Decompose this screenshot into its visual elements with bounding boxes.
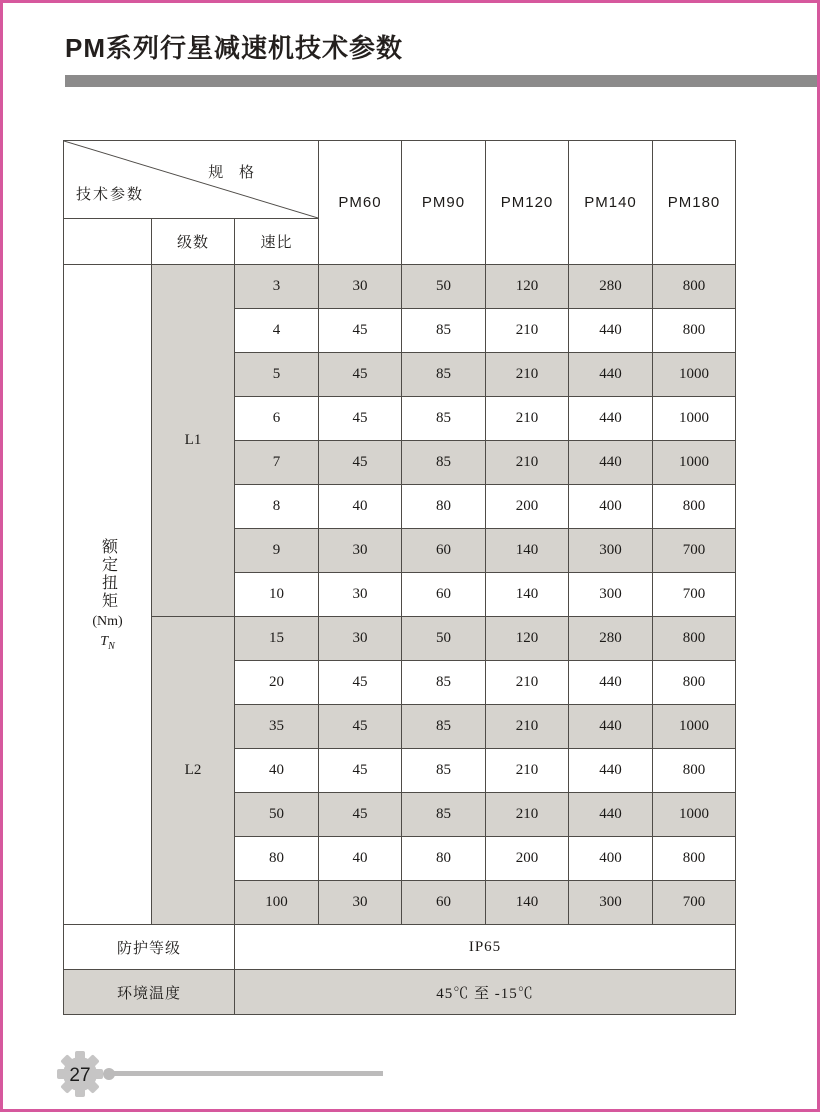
gear-icon xyxy=(57,1051,103,1097)
value-cell: 80 xyxy=(402,837,486,881)
value-cell: 210 xyxy=(486,793,569,837)
stage-cell-L2: L2 xyxy=(152,617,235,925)
value-cell: 1000 xyxy=(653,397,736,441)
value-cell: 85 xyxy=(402,661,486,705)
value-cell: 700 xyxy=(653,529,736,573)
value-cell: 85 xyxy=(402,441,486,485)
value-cell: 40 xyxy=(319,485,402,529)
value-cell: 45 xyxy=(319,661,402,705)
value-cell: 140 xyxy=(486,881,569,925)
footer-row-label: 防护等级 xyxy=(64,925,235,970)
ratio-cell: 9 xyxy=(235,529,319,573)
ratio-cell: 7 xyxy=(235,441,319,485)
rated-torque-symbol: $T_N$ xyxy=(100,633,115,652)
value-cell: 1000 xyxy=(653,353,736,397)
value-cell: 50 xyxy=(402,265,486,309)
rated-torque-unit: (Nm) xyxy=(92,613,123,629)
rated-torque-label xyxy=(64,265,152,925)
value-cell: 440 xyxy=(569,353,653,397)
value-cell: 50 xyxy=(402,617,486,661)
value-cell: 440 xyxy=(569,749,653,793)
value-cell: 80 xyxy=(402,485,486,529)
value-cell: 280 xyxy=(569,265,653,309)
ratio-cell: 100 xyxy=(235,881,319,925)
corner-label-params: 技术参数 xyxy=(76,187,145,203)
value-cell: 45 xyxy=(319,749,402,793)
table-row xyxy=(64,617,736,661)
value-cell: 300 xyxy=(569,529,653,573)
spec-column-header-pm90: PM90 xyxy=(402,141,486,265)
value-cell: 210 xyxy=(486,309,569,353)
ratio-cell: 4 xyxy=(235,309,319,353)
value-cell: 700 xyxy=(653,881,736,925)
value-cell: 210 xyxy=(486,749,569,793)
value-cell: 85 xyxy=(402,793,486,837)
value-cell: 30 xyxy=(319,617,402,661)
value-cell: 85 xyxy=(402,309,486,353)
spec-table xyxy=(63,140,736,1015)
value-cell: 120 xyxy=(486,265,569,309)
page-number: 27 xyxy=(69,1065,91,1086)
value-cell: 1000 xyxy=(653,793,736,837)
value-cell: 1000 xyxy=(653,705,736,749)
value-cell: 800 xyxy=(653,485,736,529)
value-cell: 1000 xyxy=(653,441,736,485)
ratio-header: 速比 xyxy=(235,219,319,265)
spec-column-header-pm120: PM120 xyxy=(486,141,569,265)
spec-column-header-pm180: PM180 xyxy=(653,141,736,265)
value-cell: 140 xyxy=(486,573,569,617)
value-cell: 30 xyxy=(319,573,402,617)
value-cell: 440 xyxy=(569,309,653,353)
value-cell: 45 xyxy=(319,309,402,353)
table-footer-row xyxy=(64,925,736,970)
value-cell: 280 xyxy=(569,617,653,661)
value-cell: 300 xyxy=(569,881,653,925)
rated-torque-label-content xyxy=(64,538,151,652)
value-cell: 210 xyxy=(486,397,569,441)
value-cell: 45 xyxy=(319,441,402,485)
corner-label-spec: 规 格 xyxy=(208,165,261,181)
ratio-cell: 40 xyxy=(235,749,319,793)
ratio-cell: 10 xyxy=(235,573,319,617)
empty-header-cell xyxy=(64,219,152,265)
value-cell: 440 xyxy=(569,793,653,837)
value-cell: 700 xyxy=(653,573,736,617)
value-cell: 210 xyxy=(486,705,569,749)
value-cell: 60 xyxy=(402,529,486,573)
ratio-cell: 15 xyxy=(235,617,319,661)
value-cell: 140 xyxy=(486,529,569,573)
value-cell: 800 xyxy=(653,265,736,309)
spec-column-header-pm60: PM60 xyxy=(319,141,402,265)
footer-row-label: 环境温度 xyxy=(64,970,235,1015)
value-cell: 800 xyxy=(653,661,736,705)
title-underline-bar xyxy=(65,75,817,87)
ratio-cell: 8 xyxy=(235,485,319,529)
value-cell: 440 xyxy=(569,397,653,441)
value-cell: 85 xyxy=(402,705,486,749)
value-cell: 45 xyxy=(319,353,402,397)
value-cell: 200 xyxy=(486,485,569,529)
diagonal-line xyxy=(64,141,318,218)
value-cell: 85 xyxy=(402,749,486,793)
value-cell: 60 xyxy=(402,881,486,925)
value-cell: 30 xyxy=(319,529,402,573)
value-cell: 120 xyxy=(486,617,569,661)
table-footer-row xyxy=(64,970,736,1015)
value-cell: 800 xyxy=(653,749,736,793)
stage-header: 级数 xyxy=(152,219,235,265)
page-number-badge xyxy=(57,1051,103,1097)
spec-column-header-pm140: PM140 xyxy=(569,141,653,265)
value-cell: 800 xyxy=(653,837,736,881)
value-cell: 210 xyxy=(486,441,569,485)
value-cell: 800 xyxy=(653,309,736,353)
value-cell: 45 xyxy=(319,397,402,441)
ratio-cell: 20 xyxy=(235,661,319,705)
value-cell: 300 xyxy=(569,573,653,617)
value-cell: 60 xyxy=(402,573,486,617)
footer-row-value: IP65 xyxy=(235,925,736,970)
value-cell: 400 xyxy=(569,485,653,529)
value-cell: 800 xyxy=(653,617,736,661)
value-cell: 210 xyxy=(486,661,569,705)
value-cell: 30 xyxy=(319,265,402,309)
stage-cell-L1: L1 xyxy=(152,265,235,617)
footer-line xyxy=(114,1071,383,1076)
value-cell: 85 xyxy=(402,397,486,441)
rated-torque-text: 额定扭矩 xyxy=(99,537,117,610)
page-title: PM系列行星减速机技术参数 xyxy=(65,33,404,63)
ratio-cell: 6 xyxy=(235,397,319,441)
ratio-cell: 5 xyxy=(235,353,319,397)
value-cell: 30 xyxy=(319,881,402,925)
value-cell: 440 xyxy=(569,441,653,485)
value-cell: 210 xyxy=(486,353,569,397)
value-cell: 85 xyxy=(402,353,486,397)
value-cell: 440 xyxy=(569,705,653,749)
value-cell: 45 xyxy=(319,705,402,749)
footer-row-value: 45℃ 至 -15℃ xyxy=(235,970,736,1015)
value-cell: 40 xyxy=(319,837,402,881)
ratio-cell: 50 xyxy=(235,793,319,837)
value-cell: 200 xyxy=(486,837,569,881)
value-cell: 440 xyxy=(569,661,653,705)
ratio-cell: 35 xyxy=(235,705,319,749)
table-row xyxy=(64,265,736,309)
ratio-cell: 3 xyxy=(235,265,319,309)
value-cell: 400 xyxy=(569,837,653,881)
ratio-cell: 80 xyxy=(235,837,319,881)
corner-header-cell xyxy=(64,141,319,219)
value-cell: 45 xyxy=(319,793,402,837)
